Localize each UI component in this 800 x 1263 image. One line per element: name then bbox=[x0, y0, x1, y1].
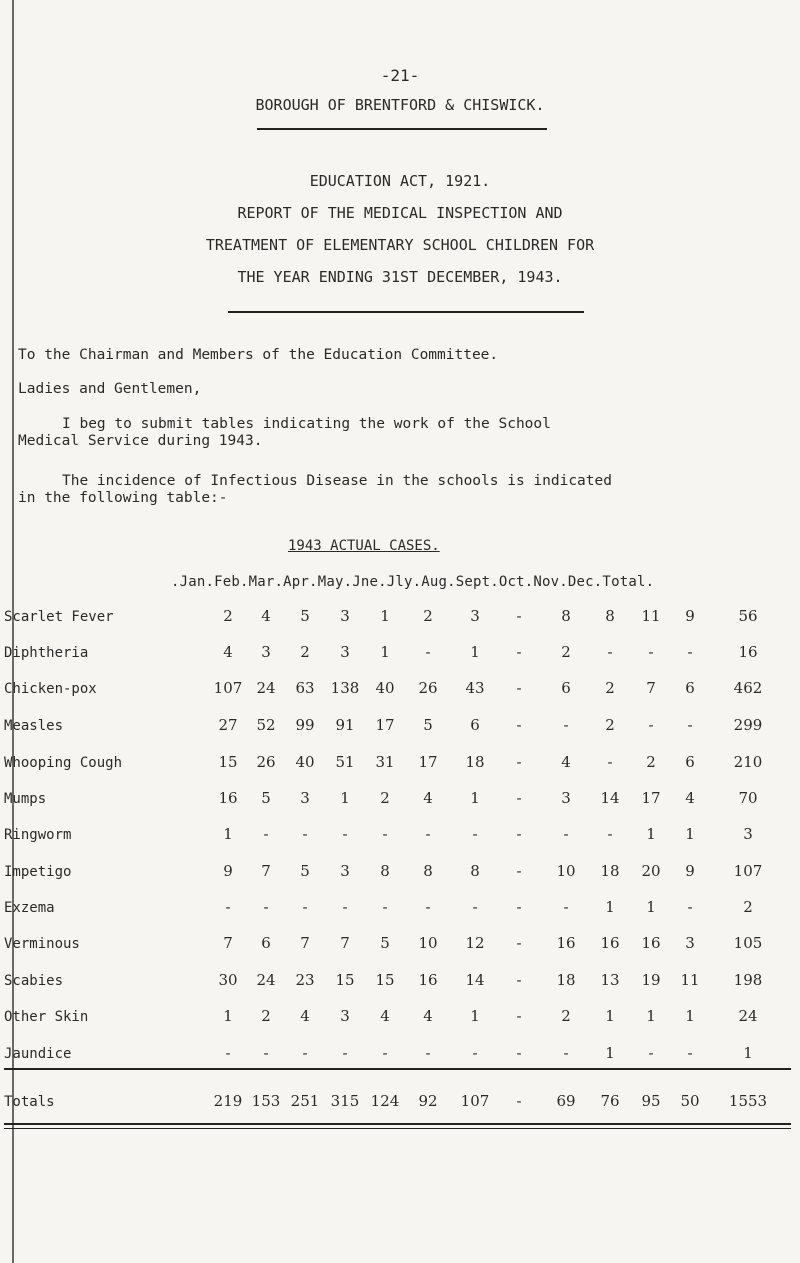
table-cell: 13 bbox=[600, 971, 620, 989]
table-cell: 1 bbox=[646, 898, 656, 916]
table-cell: 1 bbox=[380, 607, 390, 625]
table-cell: - bbox=[563, 825, 569, 843]
table-cell: 3 bbox=[470, 607, 480, 625]
table-cell: - bbox=[607, 753, 613, 771]
table-cell: 17 bbox=[375, 716, 395, 734]
table-cell: - bbox=[516, 934, 522, 952]
table-row-2-label: Chicken-pox bbox=[4, 681, 97, 697]
table-cell: 2 bbox=[605, 679, 615, 697]
table-cell: 7 bbox=[646, 679, 656, 697]
page-number: -21- bbox=[380, 66, 420, 85]
table-cell: 24 bbox=[256, 679, 276, 697]
table-cell: 8 bbox=[605, 607, 615, 625]
table-cell: - bbox=[425, 898, 431, 916]
table-row-11-label: Other Skin bbox=[4, 1009, 89, 1025]
table-cell: - bbox=[425, 825, 431, 843]
paragraph-2-line-1: The incidence of Infectious Disease in the schools is indicated bbox=[62, 473, 612, 489]
table-cell: 107 bbox=[460, 1092, 490, 1110]
table-cell: 70 bbox=[738, 789, 758, 807]
table-cell: 1 bbox=[380, 643, 390, 661]
table-cell: 3 bbox=[340, 607, 350, 625]
table-cell: 6 bbox=[561, 679, 571, 697]
table-cell: 1 bbox=[470, 1007, 480, 1025]
table-cell: 1 bbox=[685, 1007, 695, 1025]
table-row-6-label: Ringworm bbox=[4, 827, 72, 843]
table-cell: - bbox=[516, 1092, 522, 1110]
table-cell: 198 bbox=[733, 971, 763, 989]
table-cell: 16 bbox=[641, 934, 661, 952]
table-cell: 138 bbox=[330, 679, 360, 697]
table-cell: 20 bbox=[641, 862, 661, 880]
table-cell: 3 bbox=[340, 1007, 350, 1025]
table-title: 1943 ACTUAL CASES. bbox=[288, 538, 440, 554]
table-cell: 2 bbox=[605, 716, 615, 734]
table-cell: 251 bbox=[290, 1092, 320, 1110]
table-cell: 16 bbox=[600, 934, 620, 952]
table-cell: 92 bbox=[418, 1092, 438, 1110]
table-cell: 95 bbox=[641, 1092, 661, 1110]
table-cell: - bbox=[687, 643, 693, 661]
table-cell: 10 bbox=[418, 934, 438, 952]
table-row-12-label: Jaundice bbox=[4, 1046, 72, 1062]
table-cell: 3 bbox=[261, 643, 271, 661]
table-cell: 124 bbox=[370, 1092, 400, 1110]
table-cell: 4 bbox=[300, 1007, 310, 1025]
table-cell: 17 bbox=[418, 753, 438, 771]
table-cell: 1 bbox=[470, 789, 480, 807]
table-cell: 9 bbox=[685, 862, 695, 880]
table-cell: - bbox=[687, 1044, 693, 1062]
table-cell: 4 bbox=[223, 643, 233, 661]
table-cell: 3 bbox=[561, 789, 571, 807]
table-cell: 1553 bbox=[728, 1092, 768, 1110]
table-cell: 1 bbox=[470, 643, 480, 661]
table-cell: 19 bbox=[641, 971, 661, 989]
table-cell: 16 bbox=[418, 971, 438, 989]
table-cell: - bbox=[425, 643, 431, 661]
table-cell: - bbox=[516, 753, 522, 771]
table-cell: 1 bbox=[605, 1007, 615, 1025]
table-cell: - bbox=[648, 643, 654, 661]
table-cell: 8 bbox=[561, 607, 571, 625]
table-cell: - bbox=[516, 716, 522, 734]
table-cell: - bbox=[516, 789, 522, 807]
table-cell: 10 bbox=[556, 862, 576, 880]
table-cell: - bbox=[342, 825, 348, 843]
table-cell: 2 bbox=[561, 1007, 571, 1025]
table-cell: - bbox=[687, 898, 693, 916]
paragraph-1-line-1: I beg to submit tables indicating the work of the School bbox=[62, 416, 551, 432]
table-cell: 299 bbox=[733, 716, 763, 734]
report-title-line-3: THE YEAR ENDING 31ST DECEMBER, 1943. bbox=[237, 268, 563, 286]
table-cell: 16 bbox=[218, 789, 238, 807]
table-cell: - bbox=[225, 1044, 231, 1062]
table-cell: 315 bbox=[330, 1092, 360, 1110]
table-cell: - bbox=[516, 862, 522, 880]
table-cell: - bbox=[516, 1044, 522, 1062]
table-cell: 1 bbox=[605, 898, 615, 916]
table-cell: 11 bbox=[680, 971, 700, 989]
table-cell: - bbox=[516, 825, 522, 843]
table-cell: 27 bbox=[218, 716, 238, 734]
table-cell: 107 bbox=[733, 862, 763, 880]
table-cell: 8 bbox=[380, 862, 390, 880]
table-cell: 6 bbox=[261, 934, 271, 952]
table-row-9-label: Verminous bbox=[4, 936, 80, 952]
table-cell: - bbox=[382, 1044, 388, 1062]
table-cell: 462 bbox=[733, 679, 763, 697]
table-cell: 4 bbox=[261, 607, 271, 625]
table-cell: 56 bbox=[738, 607, 758, 625]
table-cell: 30 bbox=[218, 971, 238, 989]
act-heading: EDUCATION ACT, 1921. bbox=[309, 172, 491, 190]
table-cell: 18 bbox=[465, 753, 485, 771]
table-cell: - bbox=[302, 1044, 308, 1062]
table-cell: 7 bbox=[300, 934, 310, 952]
salutation: To the Chairman and Members of the Education Committee. bbox=[18, 347, 499, 363]
table-cell: - bbox=[516, 898, 522, 916]
table-cell: 5 bbox=[300, 607, 310, 625]
table-cell: 91 bbox=[335, 716, 355, 734]
table-cell: 8 bbox=[470, 862, 480, 880]
table-cell: - bbox=[563, 1044, 569, 1062]
table-row-10-label: Scabies bbox=[4, 973, 64, 989]
table-cell: 107 bbox=[213, 679, 243, 697]
table-cell: 3 bbox=[300, 789, 310, 807]
title-rule bbox=[228, 311, 584, 313]
table-cell: 17 bbox=[641, 789, 661, 807]
paragraph-1-line-2: Medical Service during 1943. bbox=[18, 433, 263, 449]
table-cell: 3 bbox=[743, 825, 753, 843]
table-cell: - bbox=[516, 643, 522, 661]
report-title-line-2: TREATMENT OF ELEMENTARY SCHOOL CHILDREN FOR bbox=[205, 236, 595, 254]
table-cell: 2 bbox=[423, 607, 433, 625]
table-cell: 1 bbox=[223, 1007, 233, 1025]
table-cell: 1 bbox=[646, 825, 656, 843]
table-cell: 9 bbox=[685, 607, 695, 625]
table-cell: 5 bbox=[261, 789, 271, 807]
table-cell: 4 bbox=[423, 1007, 433, 1025]
report-title-line-1: REPORT OF THE MEDICAL INSPECTION AND bbox=[237, 204, 563, 222]
table-cell: 15 bbox=[375, 971, 395, 989]
table-cell: 2 bbox=[743, 898, 753, 916]
table-cell: - bbox=[342, 898, 348, 916]
table-cell: 219 bbox=[213, 1092, 243, 1110]
table-row-3-label: Measles bbox=[4, 718, 64, 734]
table-cell: 1 bbox=[743, 1044, 753, 1062]
table-cell: - bbox=[607, 825, 613, 843]
table-cell: 3 bbox=[685, 934, 695, 952]
table-cell: - bbox=[472, 1044, 478, 1062]
table-cell: 18 bbox=[600, 862, 620, 880]
table-cell: 5 bbox=[380, 934, 390, 952]
table-cell: - bbox=[516, 1007, 522, 1025]
table-row-1-label: Diphtheria bbox=[4, 645, 89, 661]
table-cell: 4 bbox=[380, 1007, 390, 1025]
table-row-8-label: Exzema bbox=[4, 900, 55, 916]
table-row-7-label: Impetigo bbox=[4, 864, 72, 880]
table-cell: - bbox=[516, 607, 522, 625]
table-cell: 1 bbox=[340, 789, 350, 807]
table-cell: 24 bbox=[256, 971, 276, 989]
table-cell: 105 bbox=[733, 934, 763, 952]
table-row-0-label: Scarlet Fever bbox=[4, 609, 114, 625]
table-cell: 7 bbox=[340, 934, 350, 952]
table-cell: 4 bbox=[685, 789, 695, 807]
table-cell: - bbox=[382, 898, 388, 916]
table-cell: - bbox=[648, 716, 654, 734]
totals-row-label: Totals bbox=[4, 1094, 55, 1110]
table-header: .Jan.Feb.Mar.Apr.May.Jne.Jly.Aug.Sept.Oct.Nov.Dec.Total. bbox=[171, 574, 655, 590]
table-cell: 24 bbox=[738, 1007, 758, 1025]
borough-heading: BOROUGH OF BRENTFORD & CHISWICK. bbox=[255, 96, 545, 114]
table-cell: 2 bbox=[380, 789, 390, 807]
table-cell: - bbox=[302, 825, 308, 843]
table-row-4-label: Whooping Cough bbox=[4, 755, 123, 771]
table-cell: - bbox=[563, 716, 569, 734]
table-cell: 15 bbox=[218, 753, 238, 771]
table-cell: 63 bbox=[295, 679, 315, 697]
table-cell: - bbox=[516, 679, 522, 697]
table-cell: 210 bbox=[733, 753, 763, 771]
paragraph-2-line-2: in the following table:- bbox=[18, 490, 228, 506]
table-cell: - bbox=[607, 643, 613, 661]
table-cell: 26 bbox=[418, 679, 438, 697]
table-cell: 153 bbox=[251, 1092, 281, 1110]
table-cell: 40 bbox=[295, 753, 315, 771]
table-cell: 9 bbox=[223, 862, 233, 880]
table-cell: - bbox=[648, 1044, 654, 1062]
table-cell: 40 bbox=[375, 679, 395, 697]
table-cell: - bbox=[382, 825, 388, 843]
heading-rule bbox=[257, 128, 547, 130]
table-cell: 4 bbox=[561, 753, 571, 771]
table-cell: - bbox=[263, 898, 269, 916]
table-cell: 14 bbox=[465, 971, 485, 989]
table-cell: 2 bbox=[300, 643, 310, 661]
table-cell: 3 bbox=[340, 643, 350, 661]
table-cell: 2 bbox=[561, 643, 571, 661]
table-cell: 76 bbox=[600, 1092, 620, 1110]
table-cell: 12 bbox=[465, 934, 485, 952]
table-cell: 50 bbox=[680, 1092, 700, 1110]
table-cell: 1 bbox=[223, 825, 233, 843]
table-row-5-label: Mumps bbox=[4, 791, 47, 807]
table-cell: 15 bbox=[335, 971, 355, 989]
table-cell: - bbox=[472, 898, 478, 916]
table-cell: 6 bbox=[685, 753, 695, 771]
table-cell: 8 bbox=[423, 862, 433, 880]
table-cell: - bbox=[263, 825, 269, 843]
table-cell: - bbox=[342, 1044, 348, 1062]
table-cell: 7 bbox=[223, 934, 233, 952]
greeting: Ladies and Gentlemen, bbox=[18, 381, 202, 397]
table-cell: 5 bbox=[423, 716, 433, 734]
table-cell: 5 bbox=[300, 862, 310, 880]
table-cell: 2 bbox=[223, 607, 233, 625]
table-cell: 4 bbox=[423, 789, 433, 807]
table-cell: - bbox=[263, 1044, 269, 1062]
totals-bottom-rule bbox=[4, 1123, 791, 1125]
table-cell: 6 bbox=[470, 716, 480, 734]
table-cell: 51 bbox=[335, 753, 355, 771]
table-cell: 14 bbox=[600, 789, 620, 807]
table-cell: 16 bbox=[556, 934, 576, 952]
table-cell: 18 bbox=[556, 971, 576, 989]
table-cell: 99 bbox=[295, 716, 315, 734]
table-cell: 69 bbox=[556, 1092, 576, 1110]
table-cell: - bbox=[563, 898, 569, 916]
table-cell: 1 bbox=[685, 825, 695, 843]
table-cell: 23 bbox=[295, 971, 315, 989]
table-cell: 1 bbox=[646, 1007, 656, 1025]
table-cell: 2 bbox=[261, 1007, 271, 1025]
table-cell: 52 bbox=[256, 716, 276, 734]
table-cell: 7 bbox=[261, 862, 271, 880]
totals-double-rule bbox=[4, 1128, 791, 1129]
table-cell: - bbox=[302, 898, 308, 916]
table-cell: 6 bbox=[685, 679, 695, 697]
table-cell: - bbox=[225, 898, 231, 916]
table-cell: - bbox=[516, 971, 522, 989]
table-cell: - bbox=[472, 825, 478, 843]
table-cell: 16 bbox=[738, 643, 758, 661]
table-cell: 43 bbox=[465, 679, 485, 697]
table-cell: 11 bbox=[641, 607, 661, 625]
table-cell: 3 bbox=[340, 862, 350, 880]
table-cell: - bbox=[425, 1044, 431, 1062]
totals-top-rule bbox=[4, 1068, 791, 1070]
table-cell: 1 bbox=[605, 1044, 615, 1062]
table-cell: 26 bbox=[256, 753, 276, 771]
table-cell: 31 bbox=[375, 753, 395, 771]
table-cell: - bbox=[687, 716, 693, 734]
table-cell: 2 bbox=[646, 753, 656, 771]
